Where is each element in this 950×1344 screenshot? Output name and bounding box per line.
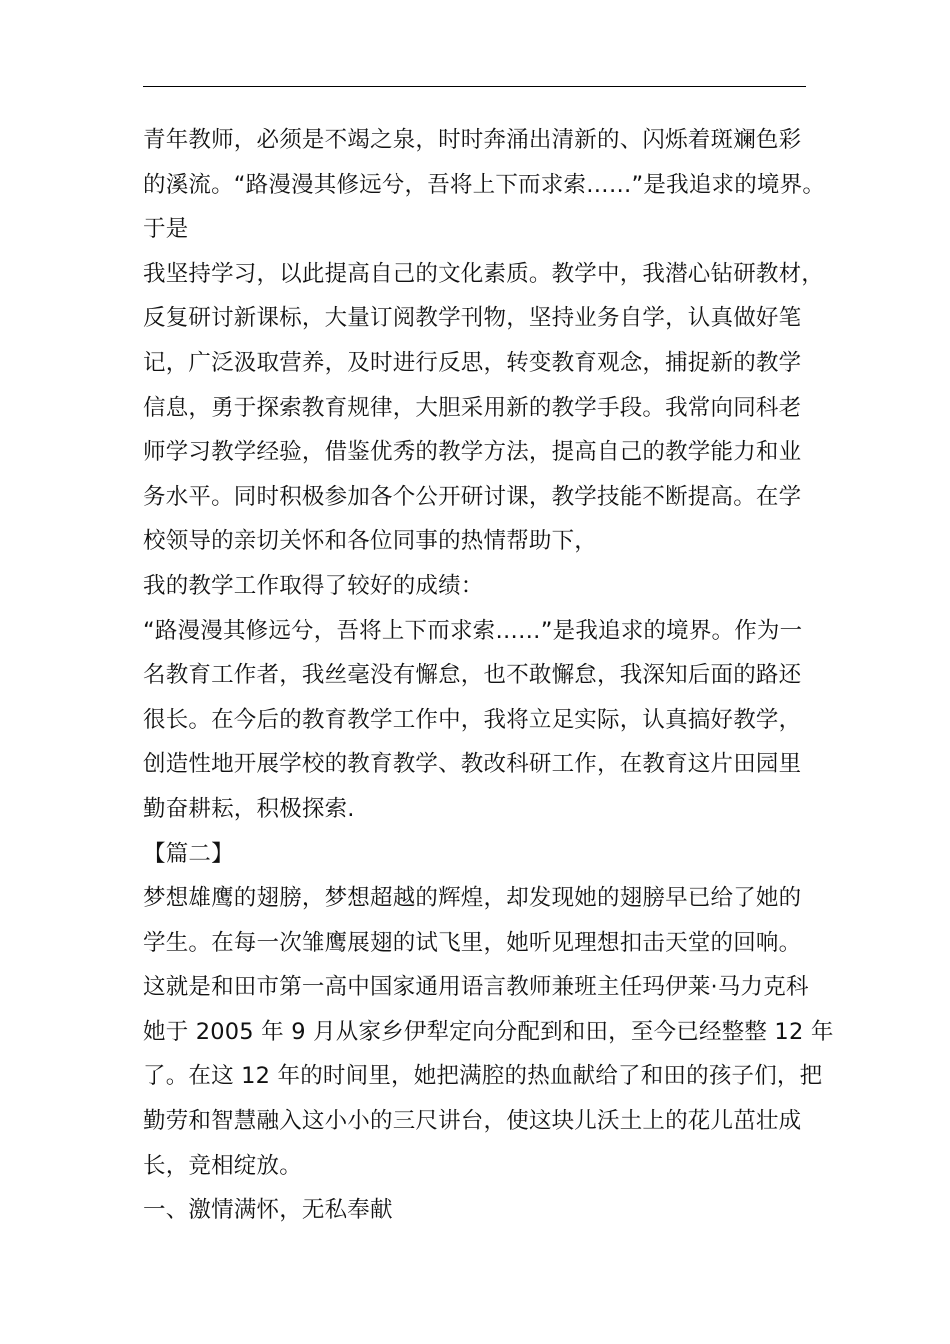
text-line: 我坚持学习，以此提高自己的文化素质。教学中，我潜心钻研教材， [143,260,825,287]
text-line: 她于 2005 年 9 月从家乡伊犁定向分配到和田，至今已经整整 12 年 [143,1018,834,1045]
text-line: 梦想雄鹰的翅膀，梦想超越的辉煌，却发现她的翅膀早已给了她的 [143,885,802,912]
subsection-heading: 一、激情满怀，无私奉献 [143,1197,393,1224]
section-heading: 【篇二】 [143,840,234,867]
body-text [143,118,834,1233]
text-line: 我的教学工作取得了较好的成绩： [143,572,484,599]
text-line: 的溪流。“路漫漫其修远兮，吾将上下而求索……”是我追求的境界。 [143,171,826,198]
text-line: 很长。在今后的教育教学工作中，我将立足实际，认真搞好教学， [143,706,802,733]
text-line: 务水平。同时积极参加各个公开研讨课，教学技能不断提高。在学 [143,483,802,510]
text-line: 了。在这 12 年的时间里，她把满腔的热血献给了和田的孩子们，把 [143,1063,823,1090]
text-line: 勤劳和智慧融入这小小的三尺讲台，使这块儿沃土上的花儿茁壮成 [143,1108,802,1135]
text-line: 这就是和田市第一高中国家通用语言教师兼班主任玛伊莱·马力克科 [143,974,809,1001]
text-line: 记，广泛汲取营养，及时进行反思，转变教育观念，捕捉新的教学 [143,349,802,376]
text-line: 信息，勇于探索教育规律，大胆采用新的教学手段。我常向同科老 [143,394,802,421]
text-line: 于是 [143,216,189,243]
text-line: 创造性地开展学校的教育教学、教改科研工作，在教育这片田园里 [143,751,802,778]
text-line: 长，竞相绽放。 [143,1152,302,1179]
text-line: 校领导的亲切关怀和各位同事的热情帮助下， [143,528,598,555]
text-line: 勤奋耕耘，积极探索. [143,795,355,822]
text-line: 师学习教学经验，借鉴优秀的教学方法，提高自己的教学能力和业 [143,439,802,466]
text-line: 学生。在每一次雏鹰展翅的试飞里，她听见理想扣击天堂的回响。 [143,929,802,956]
header-rule [143,86,806,87]
text-line: 反复研讨新课标，大量订阅教学刊物，坚持业务自学，认真做好笔 [143,305,802,332]
text-line: “路漫漫其修远兮，吾将上下而求索……”是我追求的境界。作为一 [143,617,803,644]
text-line: 名教育工作者，我丝毫没有懈怠，也不敢懈怠，我深知后面的路还 [143,662,802,689]
text-line: 青年教师，必须是不竭之泉，时时奔涌出清新的、闪烁着斑斓色彩 [143,127,802,153]
